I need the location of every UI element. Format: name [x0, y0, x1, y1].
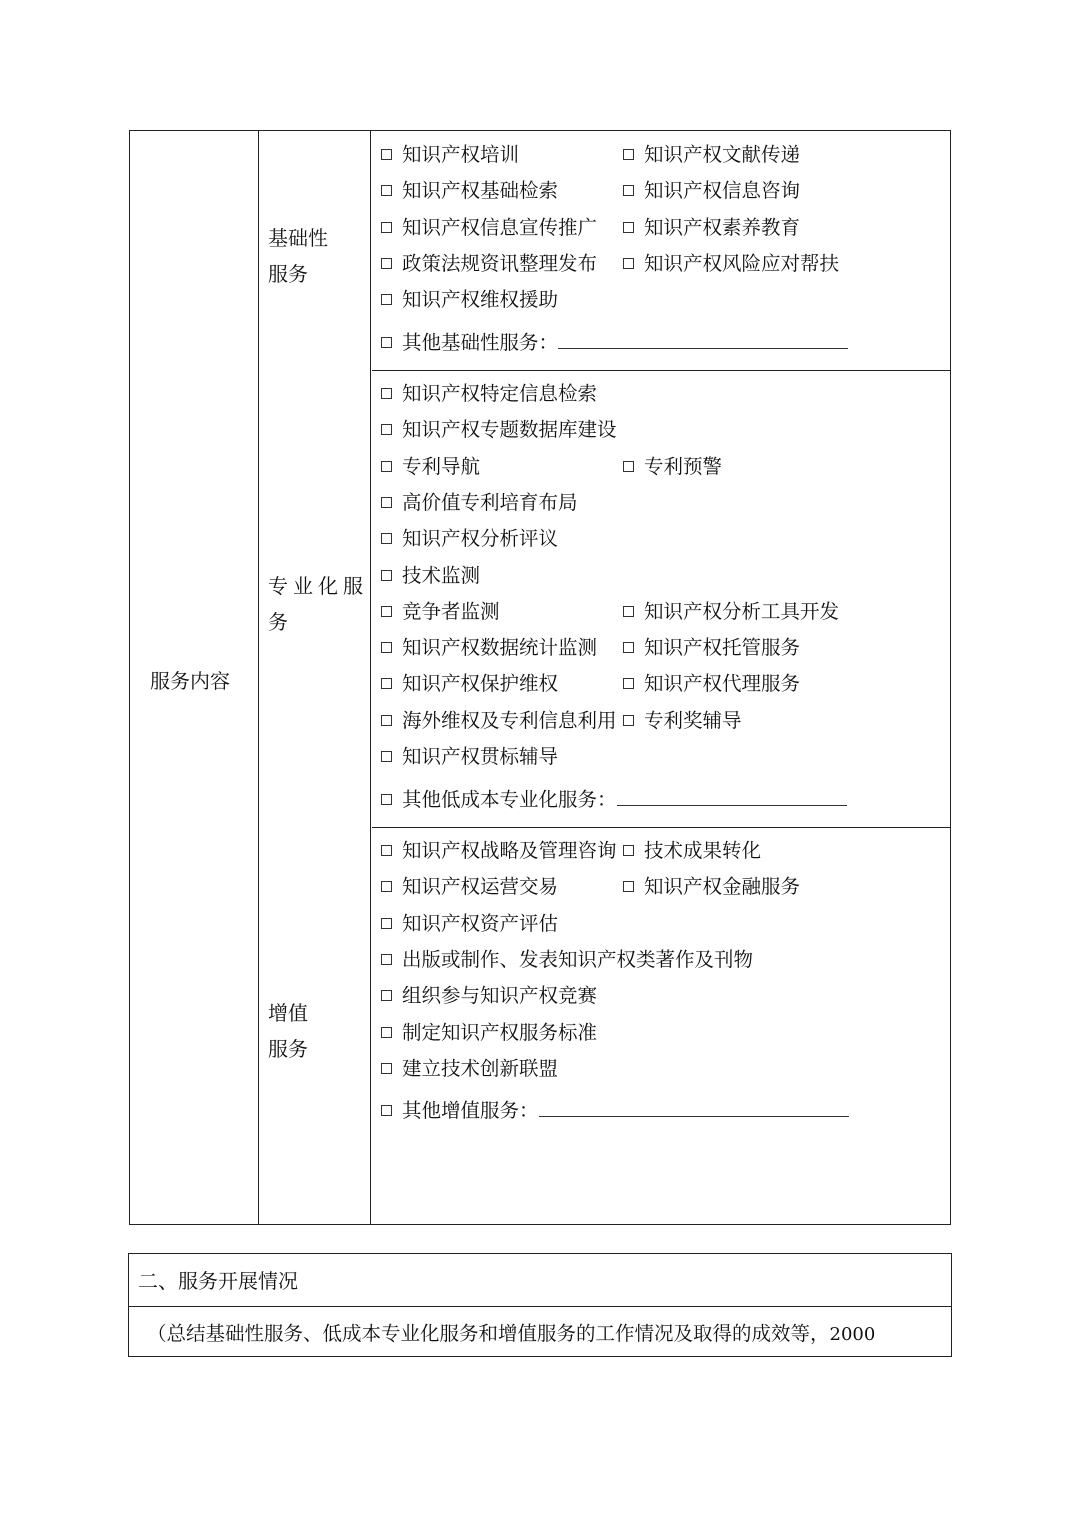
checkbox[interactable] — [381, 497, 392, 508]
checkbox[interactable] — [381, 678, 392, 689]
section-label-line: 务 — [268, 610, 293, 634]
checkbox[interactable] — [381, 751, 392, 762]
column-divider — [258, 131, 259, 1224]
checkbox-option[interactable] — [381, 216, 597, 240]
checkbox-label: 海外维权及专利信息利用 — [402, 708, 617, 732]
checkbox-option[interactable] — [381, 143, 519, 167]
checkbox-option[interactable] — [381, 252, 597, 276]
checkbox[interactable] — [381, 424, 392, 435]
checkbox-option[interactable] — [623, 252, 839, 276]
checkbox-label: 建立技术创新联盟 — [402, 1056, 559, 1080]
checkbox[interactable] — [381, 1105, 392, 1116]
checkbox-option[interactable] — [623, 672, 800, 696]
checkbox[interactable] — [623, 845, 634, 856]
checkbox[interactable] — [381, 388, 392, 399]
checkbox-label: 知识产权特定信息检索 — [402, 382, 598, 405]
checkbox-label: 知识产权素养教育 — [644, 215, 801, 239]
checkbox[interactable] — [381, 794, 392, 805]
other-service-input-line[interactable] — [617, 787, 847, 806]
checkbox[interactable] — [381, 918, 392, 929]
checkbox[interactable] — [623, 642, 634, 653]
checkbox-label: 专利导航 — [402, 454, 481, 478]
section-label-line: 基础性 — [268, 226, 328, 250]
checkbox-label: 知识产权运营交易 — [402, 875, 559, 899]
checkbox-option[interactable] — [381, 912, 558, 936]
checkbox-label: 技术监测 — [402, 563, 481, 587]
checkbox-option[interactable] — [623, 455, 722, 479]
column-divider — [370, 131, 371, 1224]
checkbox-option[interactable] — [381, 600, 500, 624]
checkbox-label: 知识产权风险应对帮扶 — [644, 251, 840, 275]
checkbox-label: 知识产权专题数据库建设 — [402, 418, 617, 442]
checkbox-label: 知识产权文献传递 — [644, 143, 801, 166]
checkbox-label: 知识产权战略及管理咨询 — [402, 839, 617, 862]
checkbox-label: 竞争者监测 — [402, 599, 500, 623]
checkbox[interactable] — [381, 258, 392, 269]
row-divider — [129, 1306, 951, 1307]
checkbox[interactable] — [381, 337, 392, 348]
checkbox[interactable] — [381, 990, 392, 1001]
checkbox[interactable] — [381, 294, 392, 305]
checkbox[interactable] — [381, 461, 392, 472]
checkbox[interactable] — [381, 881, 392, 892]
checkbox-label: 政策法规资讯整理发布 — [402, 251, 598, 275]
checkbox[interactable] — [623, 881, 634, 892]
checkbox[interactable] — [381, 845, 392, 856]
checkbox-label: 知识产权托管服务 — [644, 636, 801, 660]
checkbox-label: 制定知识产权服务标准 — [402, 1020, 598, 1044]
checkbox[interactable] — [381, 715, 392, 726]
checkbox-option[interactable] — [381, 984, 597, 1008]
checkbox-label: 知识产权分析评议 — [402, 527, 559, 551]
checkbox[interactable] — [381, 149, 392, 160]
checkbox-option[interactable] — [623, 636, 800, 660]
section-label-line: 服务 — [268, 262, 308, 286]
checkbox[interactable] — [381, 570, 392, 581]
checkbox-option[interactable] — [381, 288, 558, 312]
other-service-option[interactable] — [381, 1098, 849, 1123]
checkbox-option[interactable] — [381, 875, 558, 899]
checkbox-option[interactable] — [623, 216, 800, 240]
checkbox[interactable] — [381, 1063, 392, 1074]
checkbox-label: 知识产权培训 — [402, 143, 520, 166]
checkbox-label: 高价值专利培育布局 — [402, 490, 578, 514]
checkbox-label: 知识产权信息咨询 — [644, 179, 801, 203]
checkbox[interactable] — [623, 222, 634, 233]
row-divider — [372, 370, 950, 371]
main-label: 服务内容 — [150, 669, 230, 693]
section-label-line: 增值 — [268, 1001, 308, 1025]
checkbox-label: 专利奖辅导 — [644, 708, 742, 732]
checkbox[interactable] — [623, 185, 634, 196]
checkbox[interactable] — [381, 954, 392, 965]
other-service-input-line[interactable] — [539, 1098, 849, 1117]
checkbox-option[interactable] — [623, 709, 742, 733]
checkbox-option[interactable] — [623, 143, 800, 167]
checkbox[interactable] — [381, 1027, 392, 1038]
checkbox-label: 知识产权金融服务 — [644, 875, 801, 899]
other-service-label: 其他增值服务： — [402, 1099, 539, 1123]
other-service-label: 其他基础性服务： — [402, 330, 559, 354]
checkbox[interactable] — [623, 715, 634, 726]
checkbox[interactable] — [381, 185, 392, 196]
row-divider — [372, 827, 950, 828]
checkbox-label: 知识产权维权援助 — [402, 288, 559, 312]
other-service-label: 其他低成本专业化服务： — [402, 787, 617, 811]
checkbox[interactable] — [623, 149, 634, 160]
checkbox[interactable] — [381, 533, 392, 544]
section-label-professional — [268, 568, 368, 640]
checkbox[interactable] — [381, 606, 392, 617]
checkbox-option[interactable] — [381, 418, 617, 442]
checkbox-option[interactable] — [381, 179, 558, 203]
checkbox-label: 组织参与知识产权竞赛 — [402, 984, 598, 1008]
section-title: 二、服务开展情况 — [138, 1269, 298, 1293]
checkbox-option[interactable] — [381, 948, 753, 972]
checkbox[interactable] — [623, 258, 634, 269]
checkbox-label: 知识产权基础检索 — [402, 179, 559, 203]
checkbox-option[interactable] — [381, 636, 597, 660]
checkbox[interactable] — [623, 461, 634, 472]
checkbox-option[interactable] — [381, 491, 578, 515]
checkbox-option[interactable] — [623, 839, 761, 863]
checkbox-option[interactable] — [381, 745, 558, 769]
checkbox-option[interactable] — [381, 382, 597, 406]
checkbox-label: 知识产权贯标辅导 — [402, 745, 559, 768]
checkbox-label: 知识产权信息宣传推广 — [402, 215, 598, 239]
service-status-table — [128, 1253, 952, 1357]
other-service-option[interactable] — [381, 787, 847, 812]
checkbox-option[interactable] — [381, 709, 617, 733]
section-label-line: 专业化服 — [268, 574, 368, 598]
checkbox-label: 知识产权分析工具开发 — [644, 599, 840, 623]
section-label-line: 服务 — [268, 1037, 308, 1061]
service-content-table — [129, 130, 951, 1225]
checkbox[interactable] — [381, 642, 392, 653]
checkbox-option[interactable] — [623, 875, 800, 899]
checkbox[interactable] — [381, 222, 392, 233]
checkbox[interactable] — [623, 678, 634, 689]
word-count: 2000 — [829, 1324, 876, 1345]
other-service-input-line[interactable] — [558, 330, 848, 349]
checkbox-option[interactable] — [381, 1057, 558, 1081]
checkbox-option[interactable] — [381, 672, 558, 696]
checkbox-option[interactable] — [381, 455, 480, 479]
checkbox-option[interactable] — [381, 839, 617, 863]
checkbox-label: 知识产权保护维权 — [402, 672, 559, 696]
checkbox-label: 专利预警 — [644, 454, 723, 478]
checkbox-option[interactable] — [381, 564, 480, 588]
checkbox-option[interactable] — [381, 527, 558, 551]
section-label-value-added — [268, 995, 308, 1067]
checkbox-label: 知识产权代理服务 — [644, 672, 801, 696]
checkbox-label: 知识产权资产评估 — [402, 911, 559, 935]
checkbox[interactable] — [623, 606, 634, 617]
instruction-text — [147, 1321, 875, 1348]
checkbox-label: 技术成果转化 — [644, 839, 762, 862]
section-label-basic — [268, 220, 328, 292]
checkbox-label: 出版或制作、发表知识产权类著作及刊物 — [402, 947, 754, 971]
checkbox-option[interactable] — [381, 1021, 597, 1045]
checkbox-label: 知识产权数据统计监测 — [402, 636, 598, 660]
checkbox-option[interactable] — [623, 600, 839, 624]
checkbox-option[interactable] — [623, 179, 800, 203]
instruction-text-body: （总结基础性服务、低成本专业化服务和增值服务的工作情况及取得的成效等， — [147, 1322, 830, 1345]
other-service-option[interactable] — [381, 330, 848, 355]
